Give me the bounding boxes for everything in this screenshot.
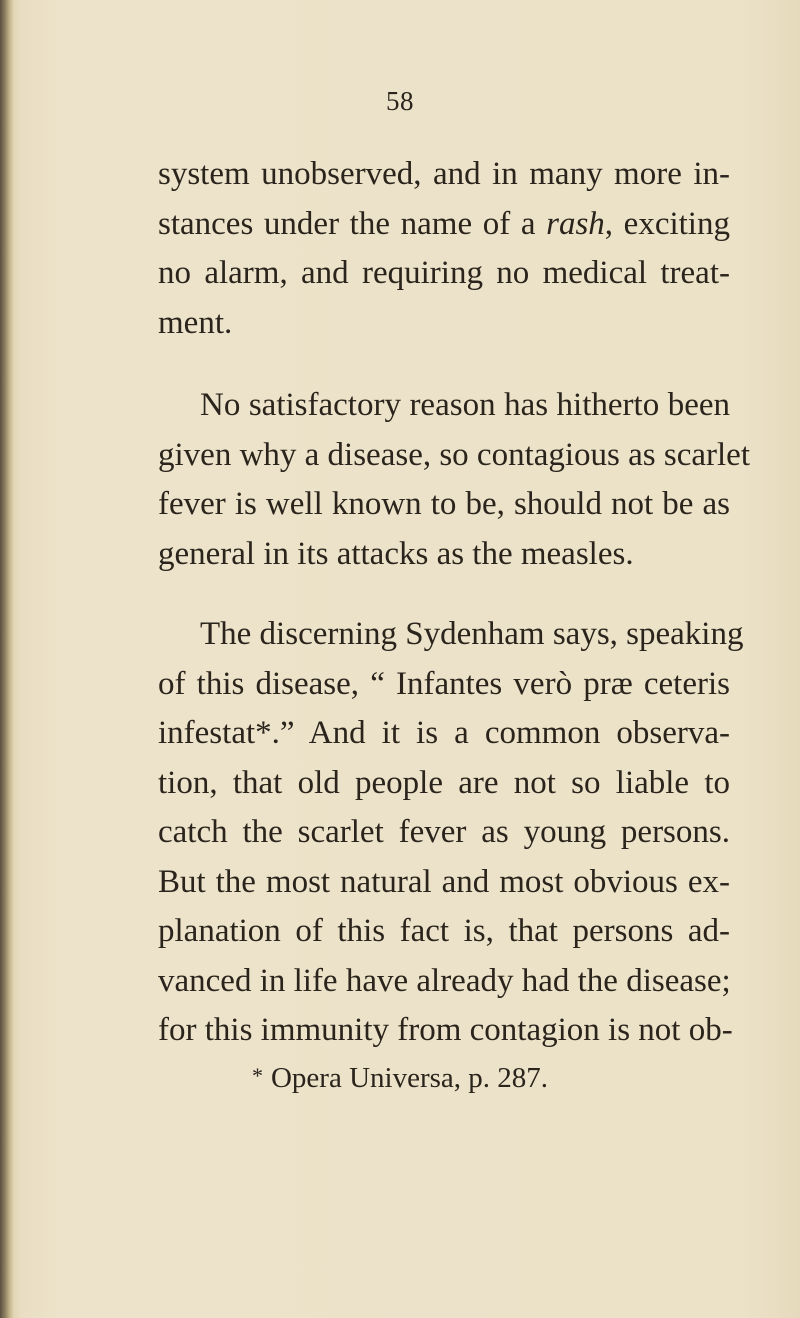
paragraph-1	[158, 150, 730, 348]
text-line: The discerning Sydenham says, speaking	[200, 616, 744, 652]
text-line: for this immunity from contagion is not ob-	[158, 1012, 733, 1048]
text-line: planation of this fact is, that persons ad-	[158, 913, 730, 949]
text-line: ment.	[158, 304, 233, 341]
footnote	[0, 1062, 800, 1095]
text-line: no alarm, and requiring no medical treat-	[158, 255, 730, 291]
text-line: fever is well known to be, should not be as	[158, 486, 730, 522]
text-line: general in its attacks as the measles.	[158, 535, 634, 572]
text-line: tion, that old people are not so liable to	[158, 764, 730, 801]
text-line: infestat*.” And it is a common observa-	[158, 715, 730, 751]
text-line: vanced in life have already had the disease;	[158, 962, 731, 999]
text-line: of this disease, “ Infantes verò præ ceteris	[158, 665, 730, 702]
page-number: 58	[386, 86, 414, 116]
text-line: No satisfactory reason has hitherto been	[200, 387, 730, 423]
italic-word: rash	[546, 205, 605, 242]
paragraph-2	[158, 381, 751, 579]
text-line: system unobserved, and in many more in-	[158, 156, 730, 192]
paragraph-3	[158, 610, 744, 1056]
text-line: given why a disease, so contagious as scarlet	[158, 436, 751, 473]
text-line: But the most natural and most obvious ex-	[158, 863, 730, 900]
text-line: catch the scarlet fever as young persons.	[158, 814, 730, 850]
binding-edge	[0, 0, 14, 1318]
text-line-with-italic: stances under the name of a rash, exciting	[158, 205, 730, 242]
footnote-text: Opera Universa, p. 287.	[270, 1062, 549, 1094]
footnote-mark: *	[251, 1063, 263, 1088]
